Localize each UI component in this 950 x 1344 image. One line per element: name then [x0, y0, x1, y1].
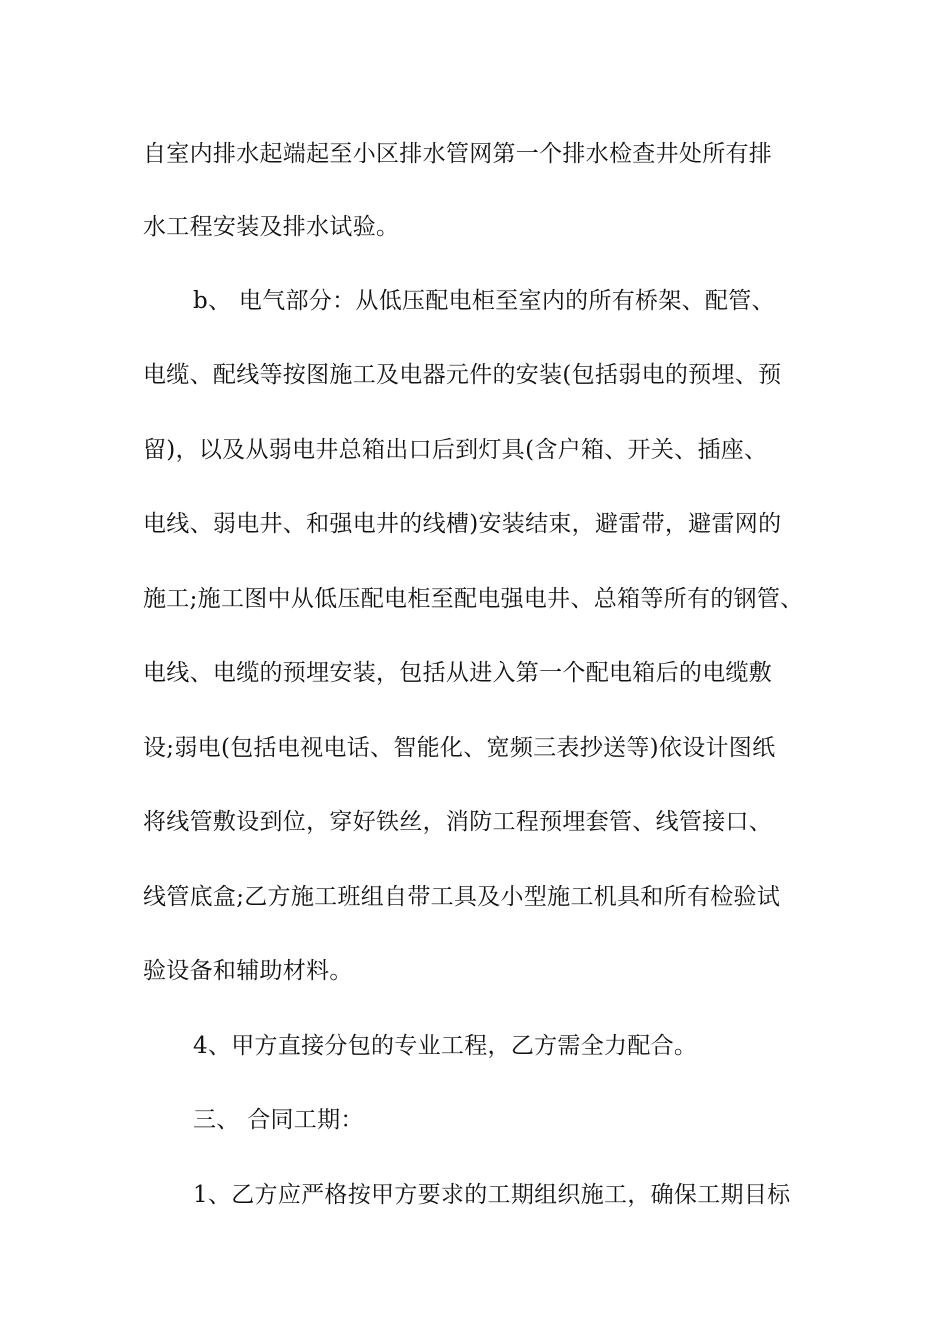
body-text-line: 电缆、配线等按图施工及电器元件的安装(包括弱电的预埋、预 — [143, 362, 782, 388]
body-text-line: 留)，以及从弱电井总箱出口后到灯具(含户箱、开关、插座、 — [143, 437, 768, 463]
body-text-line: 线管底盒;乙方施工班组自带工具及小型施工机具和所有检验试 — [143, 884, 781, 910]
body-text-line: 施工;施工图中从低压配电柜至配电强电井、总箱等所有的钢管、 — [143, 586, 804, 612]
body-text-line: 将线管敷设到位，穿好铁丝，消防工程预埋套管、线管接口、 — [143, 809, 773, 835]
body-text-line: 自室内排水起端起至小区排水管网第一个排水检查井处所有排 — [143, 141, 773, 167]
body-text-line: 设;弱电(包括电视电话、智能化、宽频三表抄送等)依设计图纸 — [143, 735, 776, 761]
body-text-line: 水工程安装及排水试验。 — [143, 214, 400, 240]
section-heading: 三、 合同工期： — [193, 1107, 364, 1133]
body-text-line: 1、乙方应严格按甲方要求的工期组织施工，确保工期目标 — [193, 1182, 791, 1208]
body-text-line: 验设备和辅助材料。 — [143, 958, 353, 984]
body-text-line: b、 电气部分：从低压配电柜至室内的所有桥架、配管、 — [193, 288, 775, 314]
body-text-line: 电线、弱电井、和强电井的线槽)安装结束，避雷带，避雷网的 — [143, 511, 782, 537]
body-text-line: 电线、电缆的预埋安装，包括从进入第一个配电箱后的电缆敷 — [143, 660, 773, 686]
body-text-line: 4、甲方直接分包的专业工程，乙方需全力配合。 — [193, 1033, 698, 1059]
